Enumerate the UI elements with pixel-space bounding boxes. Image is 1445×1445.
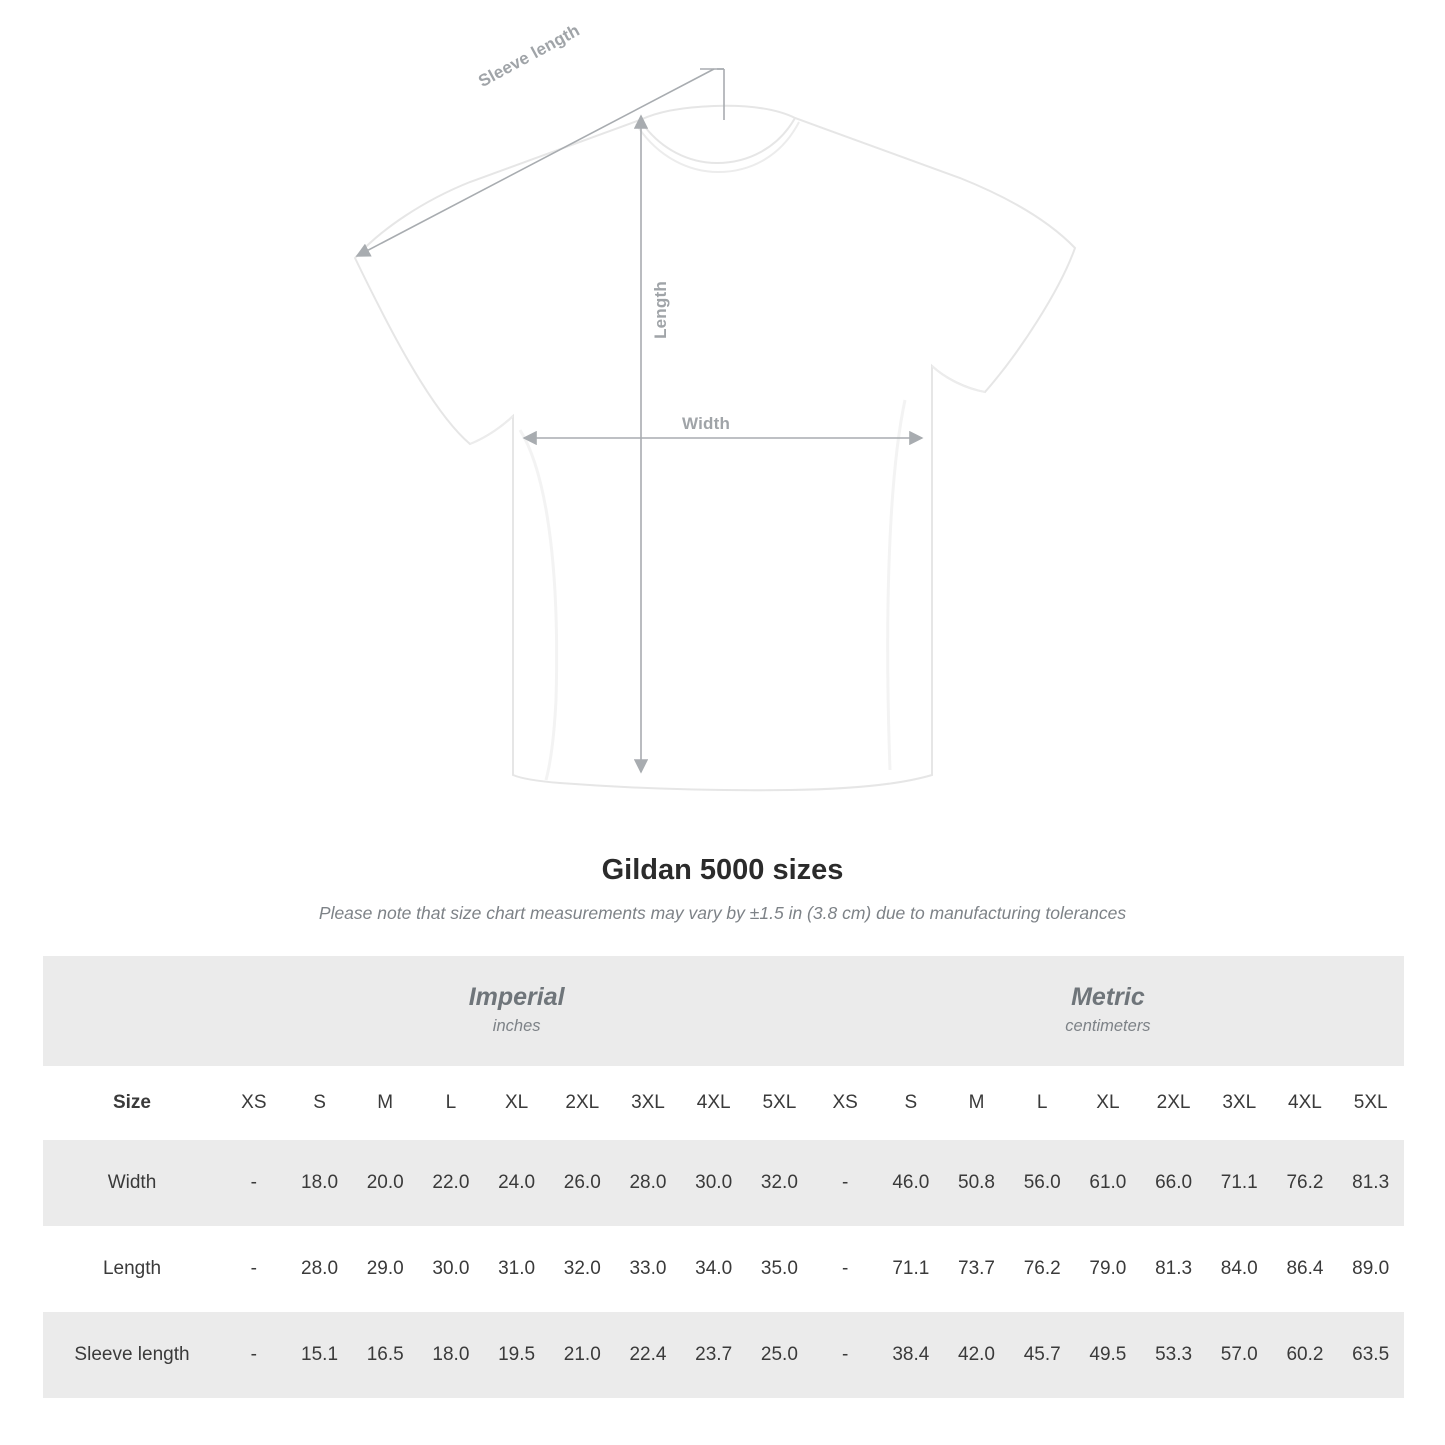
cell-sleeve-imperial-3xl: 22.4 <box>615 1312 681 1398</box>
size-header-metric-4xl: 4XL <box>1272 1066 1338 1140</box>
cell-width-metric-m: 50.8 <box>944 1140 1010 1226</box>
cell-length-imperial-3xl: 33.0 <box>615 1226 681 1312</box>
size-header-metric-m: M <box>944 1066 1010 1140</box>
size-chart-table <box>43 956 1404 1398</box>
cell-sleeve-imperial-s: 15.1 <box>287 1312 353 1398</box>
cell-length-imperial-m: 29.0 <box>352 1226 418 1312</box>
length-dimension-label: Length <box>650 281 670 339</box>
cell-length-imperial-5xl: 35.0 <box>747 1226 813 1312</box>
cell-width-metric-xs: - <box>812 1140 878 1226</box>
width-dimension-label: Width <box>682 414 731 433</box>
cell-width-metric-5xl: 81.3 <box>1338 1140 1404 1226</box>
cell-length-imperial-4xl: 34.0 <box>681 1226 747 1312</box>
size-header-metric-5xl: 5XL <box>1338 1066 1404 1140</box>
cell-sleeve-imperial-2xl: 21.0 <box>549 1312 615 1398</box>
table-row <box>43 1312 1404 1398</box>
cell-length-imperial-2xl: 32.0 <box>549 1226 615 1312</box>
size-header-metric-l: L <box>1009 1066 1075 1140</box>
cell-width-imperial-s: 18.0 <box>287 1140 353 1226</box>
row-label-sleeve-length: Sleeve length <box>43 1312 221 1398</box>
unit-header-imperial <box>221 956 812 1066</box>
cell-sleeve-metric-4xl: 60.2 <box>1272 1312 1338 1398</box>
cell-length-metric-s: 71.1 <box>878 1226 944 1312</box>
cell-sleeve-metric-s: 38.4 <box>878 1312 944 1398</box>
cell-sleeve-metric-xs: - <box>812 1312 878 1398</box>
cell-sleeve-metric-3xl: 57.0 <box>1206 1312 1272 1398</box>
cell-sleeve-imperial-4xl: 23.7 <box>681 1312 747 1398</box>
tshirt-shape <box>355 106 1075 790</box>
chart-title: Gildan 5000 sizes <box>601 854 844 886</box>
size-header-imperial-5xl: 5XL <box>747 1066 813 1140</box>
cell-length-metric-5xl: 89.0 <box>1338 1226 1404 1312</box>
cell-width-metric-3xl: 71.1 <box>1206 1140 1272 1226</box>
cell-width-metric-xl: 61.0 <box>1075 1140 1141 1226</box>
cell-length-metric-3xl: 84.0 <box>1206 1226 1272 1312</box>
size-header-metric-2xl: 2XL <box>1141 1066 1207 1140</box>
size-header-imperial-l: L <box>418 1066 484 1140</box>
cell-sleeve-metric-2xl: 53.3 <box>1141 1312 1207 1398</box>
cell-width-imperial-2xl: 26.0 <box>549 1140 615 1226</box>
cell-length-metric-m: 73.7 <box>944 1226 1010 1312</box>
cell-length-metric-4xl: 86.4 <box>1272 1226 1338 1312</box>
size-header-metric-xs: XS <box>812 1066 878 1140</box>
cell-sleeve-imperial-m: 16.5 <box>352 1312 418 1398</box>
table-row <box>43 1226 1404 1312</box>
cell-length-metric-l: 76.2 <box>1009 1226 1075 1312</box>
row-label-width: Width <box>43 1140 221 1226</box>
unit-header-metric-name: Metric <box>1071 983 1145 1012</box>
cell-width-metric-2xl: 66.0 <box>1141 1140 1207 1226</box>
cell-sleeve-imperial-xl: 19.5 <box>484 1312 550 1398</box>
unit-header-metric <box>812 956 1403 1066</box>
chart-tolerance-note: Please note that size chart measurements may vary by ±1.5 in (3.8 cm) due to manufacturing tolerances <box>318 903 1127 923</box>
unit-header-spacer <box>43 956 221 1066</box>
size-header-imperial-m: M <box>352 1066 418 1140</box>
cell-length-imperial-s: 28.0 <box>287 1226 353 1312</box>
unit-header-imperial-name: Imperial <box>468 983 565 1012</box>
cell-width-metric-l: 56.0 <box>1009 1140 1075 1226</box>
size-header-row <box>43 1066 1404 1140</box>
cell-length-metric-xs: - <box>812 1226 878 1312</box>
cell-sleeve-imperial-l: 18.0 <box>418 1312 484 1398</box>
chart-title-block <box>0 854 1445 924</box>
cell-width-metric-4xl: 76.2 <box>1272 1140 1338 1226</box>
cell-width-imperial-xl: 24.0 <box>484 1140 550 1226</box>
cell-length-imperial-xs: - <box>221 1226 287 1312</box>
size-header-imperial-xl: XL <box>484 1066 550 1140</box>
size-header-label: Size <box>43 1066 221 1140</box>
cell-sleeve-metric-m: 42.0 <box>944 1312 1010 1398</box>
size-table-wrap <box>43 956 1402 1398</box>
size-header-imperial-2xl: 2XL <box>549 1066 615 1140</box>
cell-sleeve-metric-5xl: 63.5 <box>1338 1312 1404 1398</box>
cell-sleeve-imperial-5xl: 25.0 <box>747 1312 813 1398</box>
unit-header-imperial-sub: inches <box>492 1017 541 1036</box>
cell-length-metric-2xl: 81.3 <box>1141 1226 1207 1312</box>
cell-length-imperial-l: 30.0 <box>418 1226 484 1312</box>
cell-width-imperial-xs: - <box>221 1140 287 1226</box>
cell-sleeve-imperial-xs: - <box>221 1312 287 1398</box>
cell-width-imperial-3xl: 28.0 <box>615 1140 681 1226</box>
size-header-imperial-xs: XS <box>221 1066 287 1140</box>
size-header-imperial-4xl: 4XL <box>681 1066 747 1140</box>
cell-width-metric-s: 46.0 <box>878 1140 944 1226</box>
cell-width-imperial-4xl: 30.0 <box>681 1140 747 1226</box>
size-header-imperial-s: S <box>287 1066 353 1140</box>
size-header-metric-s: S <box>878 1066 944 1140</box>
cell-width-imperial-5xl: 32.0 <box>747 1140 813 1226</box>
cell-sleeve-metric-xl: 49.5 <box>1075 1312 1141 1398</box>
table-row <box>43 1140 1404 1226</box>
size-header-metric-xl: XL <box>1075 1066 1141 1140</box>
cell-length-metric-xl: 79.0 <box>1075 1226 1141 1312</box>
cell-width-imperial-m: 20.0 <box>352 1140 418 1226</box>
unit-header-metric-sub: centimeters <box>1065 1017 1151 1036</box>
cell-sleeve-metric-l: 45.7 <box>1009 1312 1075 1398</box>
sleeve-dimension-label: Sleeve length <box>475 20 583 91</box>
size-header-imperial-3xl: 3XL <box>615 1066 681 1140</box>
row-label-length: Length <box>43 1226 221 1312</box>
cell-length-imperial-xl: 31.0 <box>484 1226 550 1312</box>
size-header-metric-3xl: 3XL <box>1206 1066 1272 1140</box>
cell-width-imperial-l: 22.0 <box>418 1140 484 1226</box>
unit-header-row <box>43 956 1404 1066</box>
